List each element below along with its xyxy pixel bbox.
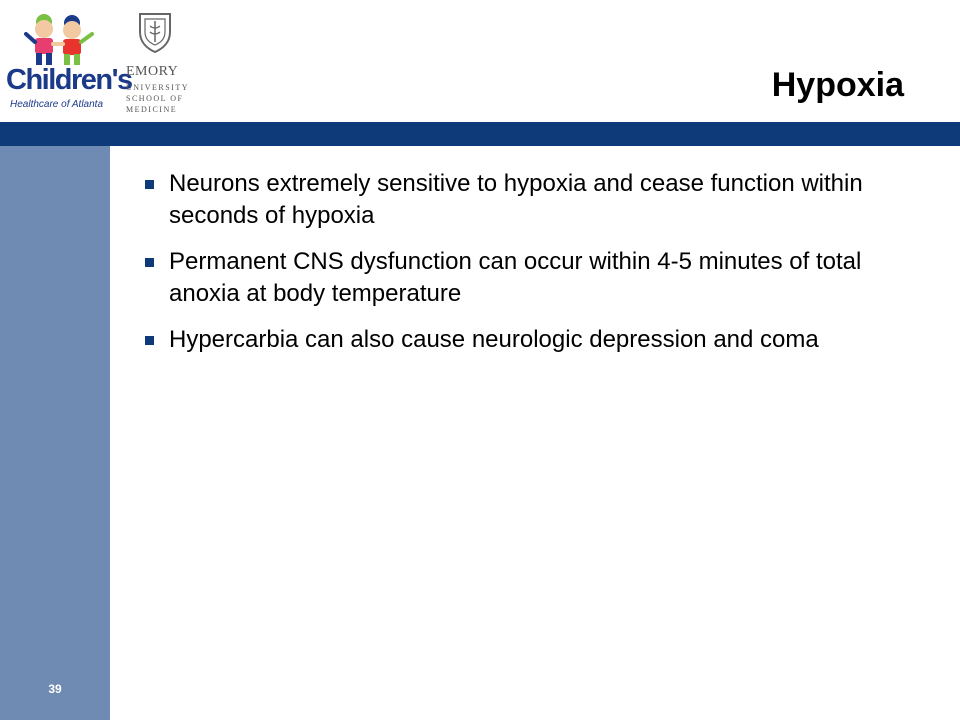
bullet-item: [145, 246, 890, 310]
square-bullet-icon: [145, 180, 154, 189]
kids-figures-icon: [20, 12, 100, 66]
bullet-item: [145, 324, 890, 356]
childrens-subtitle: Healthcare of Atlanta: [10, 99, 104, 110]
childrens-healthcare-logo: [4, 12, 132, 112]
bullet-item: [145, 168, 890, 232]
square-bullet-icon: [145, 336, 154, 345]
logo-area: [0, 0, 200, 118]
square-bullet-icon: [145, 258, 154, 267]
slide-title: Hypoxia: [771, 66, 904, 104]
bullet-text: Permanent CNS dysfunction can occur within 4-5 minutes of total anoxia at body temperature: [169, 248, 862, 307]
bullet-text: Hypercarbia can also cause neurologic depression and coma: [169, 326, 819, 353]
page-number: 39: [48, 682, 62, 696]
side-bar: [0, 146, 110, 720]
emory-shield-icon: [138, 12, 172, 54]
bullet-text: Neurons extremely sensitive to hypoxia and cease function within seconds of hypoxia: [169, 170, 863, 229]
bullet-list: [145, 168, 890, 370]
childrens-wordmark: Children's: [6, 64, 132, 96]
emory-wordmark: EMORY: [126, 64, 179, 79]
emory-subtitle: UNIVERSITY SCHOOL OF MEDICINE: [126, 83, 189, 114]
header-bar: [0, 122, 960, 146]
emory-medicine-logo: [124, 12, 194, 112]
